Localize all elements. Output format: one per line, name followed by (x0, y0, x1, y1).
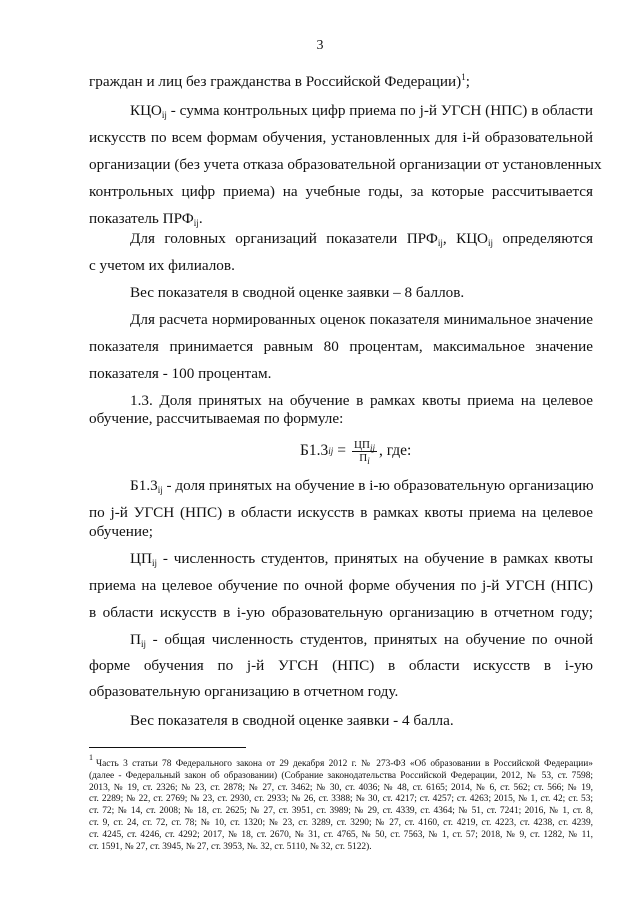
footnote-reference: 1 (461, 72, 466, 82)
footnote-line: ст. 72; № 14, ст. 2008; № 18, ст. 2625; № 27, ст. 3951, ст. 3989; № 29, ст. 4339, ст. 4364; № 51, ст. 7241; 2016, № 1, ст. 8, (89, 806, 593, 817)
text-line: Для расчета нормированных оценок показателя минимальное значение (130, 311, 593, 328)
text-line: образовательную организацию в отчетном году. (89, 683, 399, 700)
text-line: $ЦП_{ij}$ - численность студентов, принятых на обучение в рамках квоты (130, 550, 593, 568)
page-number: 3 (316, 38, 324, 53)
footnote-line: ст. 2289; № 22, ст. 2769; № 23, ст. 2930, ст. 2933; № 26, ст. 3388; № 30, ст. 4217; ст. 4257; ст. 4263; 2015, № 1, ст. 42; ст. 53; (89, 794, 593, 805)
text-line: $П_{ij}$ - общая численность студентов, принятых на обучение по очной (130, 631, 593, 649)
text-line: искусств по всем формам обучения, установленных для i-й образовательной (89, 129, 593, 146)
text-line: в области искусств в i-ую образовательную организацию в отчетном году; (89, 604, 593, 621)
footnote-line: $^1$Часть 3 статьи 78 Федерального закона от 29 декабря 2012 г. № 273-ФЗ «Об образовании в Российской Федерации» (89, 753, 593, 769)
text-line: $Б1.3_{ij}$ - доля принятых на обучение в i-ю образовательную организацию (130, 477, 594, 495)
text-line: 1.3. Доля принятых на обучение в рамках квоты приема на целевое (130, 392, 593, 409)
text-line: показателя - 100 процентам. (89, 365, 272, 382)
text-line: форме обучения по j-й УГСН (НПС) в области искусств в i-ую (89, 657, 593, 674)
text-line: обучение, рассчитываемая по формуле: (89, 410, 344, 427)
text-line: граждан и лиц без гражданства в Российской Федерации)$^1$; (89, 72, 470, 90)
footnote-line: ст. 4245, ст. 4246, ст. 4292; 2017, № 18, ст. 2670, № 31, ст. 4765, № 50, ст. 7563, № 1, ст. 57; 2018, № 9, ст. 1282, № 11, (89, 829, 593, 840)
footnote-line: (далее - Федеральный закон об образовании) (Собрание законодательства Российской Федерации, 2012, № 53, ст. 7598; (89, 770, 593, 781)
footnote-divider (89, 747, 246, 748)
text-line: Вес показателя в сводной оценке заявки - 4 балла. (130, 712, 454, 729)
text-line: показатель $ПРФ_{ij}$. (89, 210, 203, 228)
text-line: Вес показателя в сводной оценке заявки – 8 баллов. (130, 284, 465, 301)
text-line: организации (без учета отказа образовательной организации от установленных (89, 156, 602, 173)
text-line: приема на целевое обучение по очной форме обучения по j-й УГСН (НПС) (89, 577, 593, 594)
footnote-line: ст. 9, ст. 24, ст. 72, ст. 78; № 10, ст. 1320; № 23, ст. 3289, ст. 3290; № 27, ст. 4160, ст. 4219, ст. 4223, ст. 4238, ст. 4239, (89, 817, 593, 828)
text-line: обучение; (89, 523, 153, 540)
text-line: с учетом их филиалов. (89, 257, 235, 274)
text-line: Для головных организаций показатели $ПРФ_{ij}$, $КЦО_{ij}$ определяются (130, 230, 593, 248)
text-line: по j-й УГСН (НПС) в области искусств в рамках квоты приема на целевое (89, 504, 593, 521)
text-line: контрольных цифр приема) на учебные годы, за которые рассчитывается (89, 183, 593, 200)
text-line: $КЦО_{ij}$ - сумма контрольных цифр приема по j-й УГСН (НПС) в области (130, 102, 593, 120)
text-line: показателя принимается равным 80 процентам, максимальное значение (89, 338, 593, 355)
footnote-line: ст. 1591, № 27, ст. 3945, № 27, ст. 3953, №. 32, ст. 5110, № 32, ст. 5122). (89, 841, 372, 852)
footnote-line: 2013, № 19, ст. 2326; № 23, ст. 2878; № 27, ст. 3462; № 30, ст. 4036; № 48, ст. 6165; 2014, № 6, ст. 562; ст. 566; № 19, (89, 782, 593, 793)
formula-fraction: $\frac{ЦП_{ij}}{П_i}$ (354, 438, 375, 466)
formula: Б1.3 ij = $\frac{ЦП_{ij}}{П_i}$ , где: (300, 438, 412, 466)
footnote (89, 753, 593, 853)
footnote-marker: 1 (89, 753, 93, 762)
